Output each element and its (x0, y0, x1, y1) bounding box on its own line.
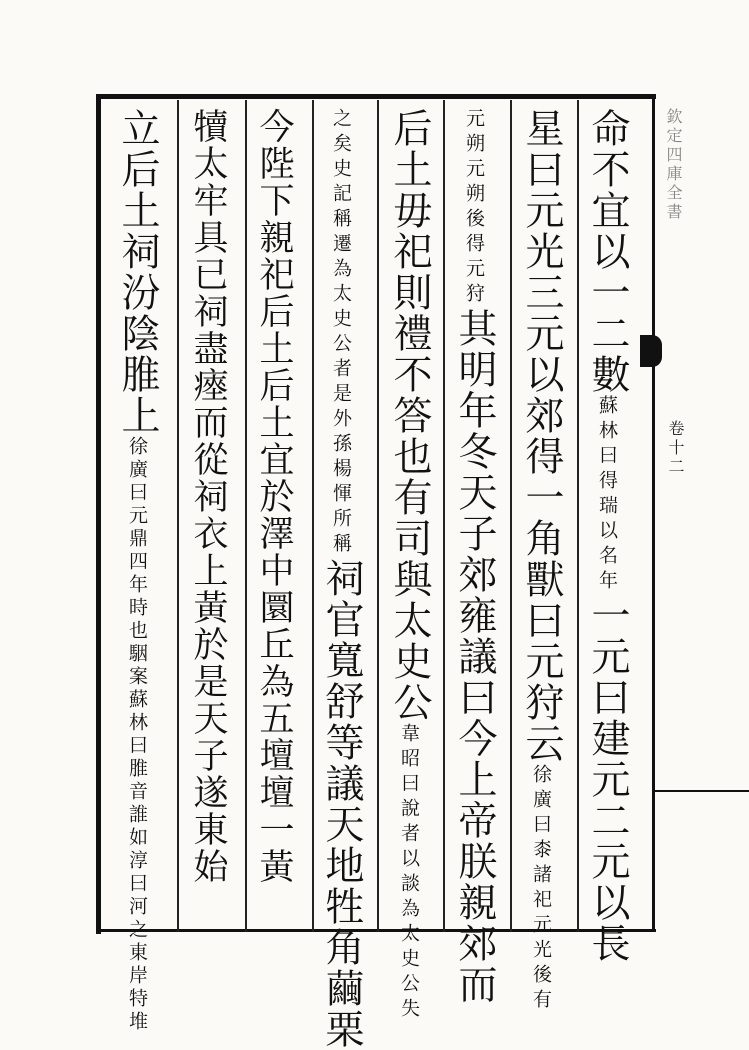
main-text: 祠官寬舒等議天地牲角繭栗 (319, 558, 364, 1050)
main-text: 星曰元光三元以郊得一角獸曰元狩云 (519, 108, 564, 764)
annotation-note: 元朔元朔 (463, 108, 485, 208)
bottom-border (96, 929, 656, 932)
text-column-6 (254, 108, 294, 885)
text-column-7 (188, 108, 228, 885)
annotation-note: 公者是外孫楊惲所稱 (330, 333, 352, 558)
main-text: 后土毋祀則禮不答也有司與太史公 (387, 108, 432, 723)
main-text: 命不宜以一二數 (585, 108, 630, 395)
annotation-note: 徐廣曰元鼎四年時也駰案蘇林 (126, 436, 148, 735)
text-column-3 (452, 108, 497, 1005)
main-text: 一元曰建元二元以長 (585, 595, 630, 964)
annotation-note: 瑞以名年 (596, 495, 618, 595)
main-text: 犢太牢具已祠盡瘞而從祠衣上黃於是天子遂東始 (188, 108, 228, 885)
main-text: 其明年冬天子郊雍議曰今上帝朕親郊而 (452, 308, 497, 1005)
annotation-note: 之矣史記稱遷為太史 (330, 108, 352, 333)
margin-book-title: 欽定四庫全書 (664, 108, 683, 222)
main-text: 立后土祠汾陰脽上 (115, 108, 160, 436)
annotation-note: 韋昭曰說者以 (398, 723, 420, 873)
column-divider (177, 100, 179, 932)
main-text: 今陛下親祀后土后土宜於澤中圜丘為五壇壇一黃 (254, 108, 294, 885)
column-divider (577, 100, 579, 932)
text-column-1 (585, 108, 630, 964)
top-border (96, 94, 656, 99)
right-border (652, 94, 655, 932)
annotation-note: 曰脽音誰如淳曰河之東岸特堆 (126, 735, 148, 1034)
text-column-4 (387, 108, 432, 1023)
column-divider (443, 100, 445, 932)
text-column-5 (319, 108, 364, 1050)
text-column-2 (519, 108, 564, 1014)
margin-volume-label: 卷十二 (666, 420, 685, 477)
annotation-note: 祀元光後有 (530, 889, 552, 1014)
annotation-note: 徐廣曰桼諸 (530, 764, 552, 889)
left-border (96, 94, 101, 934)
fold-mark-top (640, 335, 662, 367)
column-divider (245, 100, 247, 932)
text-column-8 (115, 108, 160, 1034)
margin-rule (655, 790, 749, 792)
annotation-note: 蘇林曰得 (596, 395, 618, 495)
annotation-note: 後得元狩 (463, 208, 485, 308)
column-divider (510, 100, 512, 932)
column-divider (312, 100, 314, 932)
column-divider (377, 100, 379, 932)
annotation-note: 談為太史公失 (398, 873, 420, 1023)
